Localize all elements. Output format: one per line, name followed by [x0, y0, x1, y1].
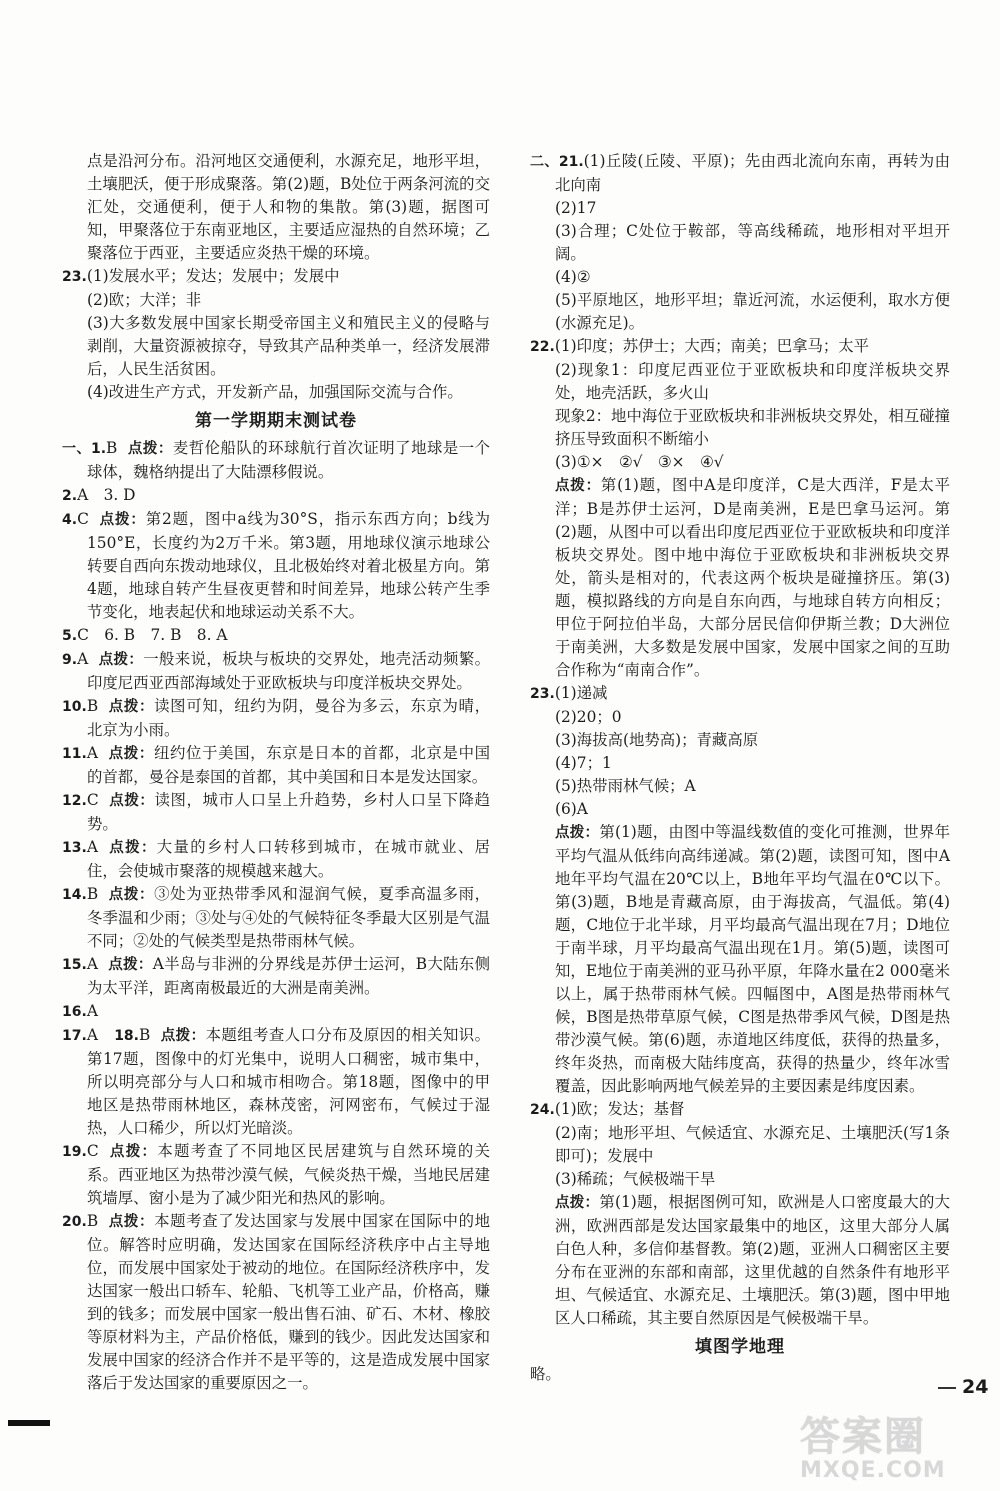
question-number: 2. [62, 488, 78, 504]
hint-text: 本题组考查人口分布及原因的相关知识。第17题，图像中的灯光集中，说明人口稠密，城市集中，所以明亮部分与人口和城市相吻合。第18题，图像中的甲地区是热带雨林地区，森林茂密，河网密布，气候过于湿热，人口稀少，所以灯光暗淡。 [87, 1026, 490, 1137]
left-column [62, 150, 490, 1395]
question-10 [62, 695, 490, 742]
answer-letter: C [77, 510, 89, 528]
question-15 [62, 953, 490, 1000]
page-number-value: 24 [962, 1376, 989, 1398]
answer-line: (2)现象1：印度尼西亚位于亚欧板块和印度洋板块交界处，地壳活跃，多火山 [555, 361, 950, 402]
question-23 [62, 265, 490, 404]
hint-label: 点拨： [108, 793, 155, 809]
watermark-url: MXQE.COM [800, 1458, 946, 1483]
hint-label: 点拨： [98, 512, 146, 528]
answer-line: (1)发展水平；发达；发展中；发展中 [86, 267, 340, 285]
answer-letter: A [86, 1002, 98, 1020]
hint-label: 点拨： [127, 441, 173, 457]
answer-line: (2)20；0 [555, 708, 622, 726]
answer-line: (2)欧；大洋；非 [87, 291, 202, 309]
hint-label: 点拨： [98, 652, 144, 668]
question-number: 15. [62, 957, 87, 973]
question-20 [62, 1210, 490, 1395]
section-title: 填图学地理 [695, 1337, 785, 1357]
question-5-8 [62, 624, 490, 648]
answer-letters: C 6. B 7. B 8. A [77, 626, 228, 644]
hint-text: 一般来说，板块与板块的交界处，地壳活动频繁。印度尼西亚西部海域处于亚欧板块与印度洋板块交界处。 [87, 650, 490, 692]
answer-letter: B [86, 697, 99, 715]
hint-label: 点拨： [160, 1028, 206, 1044]
answer-line: (5)热带雨林气候；A [555, 777, 696, 795]
answer-line: (1)丘陵(丘陵、平原)；先由西北流向东南，再转为由北向南 [555, 152, 950, 194]
question-13 [62, 836, 490, 883]
hint-label: 点拨： [555, 825, 600, 841]
answer-line: (3)①× ②√ ③× ④√ [555, 453, 724, 471]
hint-text: 第2题，图中a线为30°S，指示东西方向；b线为150°E，长度约为2万千米。第3题，用地球仪演示地球公转要自西向东拨动地球仪，且北极始终对着北极星方向。第4题，地球自转产生昼夜更替和时间差异，地球公转产生季节变化，地表起伏和地球运动关系不大。 [87, 510, 490, 621]
hint-text: 本题考查了发达国家与发展中国家在国际中的地位。解答时应明确，发达国家在国际经济秩序中占主导地位，而发展中国家处于被动的地位。在国际经济秩序中，发达国家一般出口轿车、轮船、飞机等工业产品，价格高，赚到的钱多；而发展中国家一般出售石油、矿石、木材、橡胶等原材料为主，产品价格低，赚到的钱少。因此发达国家和发展中国家的经济合作并不是平等的，这是造成发展中国家落后于发达国家的重要原因之一。 [87, 1212, 490, 1392]
question-number: 9. [62, 652, 78, 668]
question-22 [530, 335, 950, 682]
question-number: 14. [62, 887, 87, 903]
question-14 [62, 883, 490, 953]
question-24 [530, 1098, 950, 1330]
question-number: 12. [62, 793, 87, 809]
question-9 [62, 648, 490, 695]
answer-letter: C [86, 791, 99, 809]
answer-line: (1)欧；发达；基督 [554, 1100, 685, 1118]
hint-text: 第(1)题，根据图例可知，欧洲是人口密度最大的大洲，欧洲西部是发达国家最集中的地区，这里大部分人属白色人种，多信仰基督教。第(2)题，亚洲人口稠密区主要分布在亚洲的东部和南部，这里优越的自然条件有地形平坦、气候适宜、水源充足、土壤肥沃。第(3)题，图中甲地区人口稀疏，其主要自然原因是气候极端干旱。 [555, 1193, 950, 1327]
hint-label: 点拨： [555, 1195, 600, 1211]
bottom-bar-mark [8, 1420, 50, 1426]
section-title: 第一学期期末测试卷 [195, 411, 357, 431]
answer-letter: B [139, 1026, 151, 1044]
question-17-18 [62, 1024, 490, 1140]
question-2-3 [62, 484, 490, 508]
answer-letter: B [86, 885, 99, 903]
answer-line: (5)平原地区，地形平坦；靠近河流，水运便利，取水方便(水源充足)。 [555, 291, 950, 332]
hint-label: 点拨： [107, 840, 157, 856]
answer-line: (3)稀疏；气候极端干旱 [555, 1170, 716, 1188]
answer-letter: A [86, 955, 98, 973]
question-number: 16. [62, 1004, 87, 1020]
answer-line: (4)② [555, 268, 591, 286]
hint-text: ③处为亚热带季风和湿润气候，夏季高温多雨，冬季温和少雨；③处与④处的气候特征冬季最大区别是气温不同；②处的气候类型是热带雨林气候。 [87, 885, 490, 950]
right-column [530, 150, 950, 1386]
question-12 [62, 789, 490, 836]
watermark-text: 答案圈 [800, 1414, 926, 1460]
answer-line: 略。 [530, 1365, 561, 1383]
question-number: 22. [530, 339, 555, 355]
answer-line: (3)大多数发展中国家长期受帝国主义和殖民主义的侵略与剥削，大量资源被掠夺，导致其产品种类单一，经济发展滞后，人民生活贫困。 [87, 314, 490, 378]
hint-text: 大量的乡村人口转移到城市，在城市就业、居住，会使城市聚落的规模越来越大。 [87, 838, 490, 880]
hint-label: 点拨： [555, 478, 601, 494]
question-4 [62, 508, 490, 624]
hint-text: 读图，城市人口呈上升趋势，乡村人口呈下降趋势。 [87, 791, 490, 833]
hint-text: 麦哲伦船队的环球航行首次证明了地球是一个球体，魏格纳提出了大陆漂移假说。 [87, 439, 490, 481]
question-16 [62, 1000, 490, 1024]
answer-line: (1)递减 [554, 684, 608, 702]
answer-letter: A [86, 744, 98, 762]
question-21 [530, 150, 950, 335]
hint-label: 点拨： [108, 699, 155, 715]
question-number: 5. [62, 628, 78, 644]
answer-letter: A [86, 838, 98, 856]
question-number: 10. [62, 699, 87, 715]
hint-text: 读图可知，纽约为阴，曼谷为多云，东京为晴，北京为小雨。 [87, 697, 490, 739]
answer-letter: A [77, 650, 89, 668]
watermark [800, 1405, 990, 1485]
question-number: 一、1. [62, 441, 107, 457]
answer-line: (4)改进生产方式，开发新产品，加强国际交流与合作。 [87, 383, 463, 401]
answer-line: (6)A [555, 800, 588, 818]
question-19 [62, 1140, 490, 1210]
question-number: 18. [114, 1028, 139, 1044]
hint-text: 纽约位于美国，东京是日本的首都，北京是中国的首都，曼谷是泰国的首都，其中美国和日本是发达国家。 [87, 744, 490, 786]
question-number: 13. [62, 840, 87, 856]
answer-line: (3)合理；C处位于鞍部，等高线稀疏，地形相对平坦开阔。 [555, 222, 950, 263]
hint-label: 点拨： [108, 1144, 158, 1160]
question-number: 24. [530, 1102, 555, 1118]
answer-letter: B [106, 439, 118, 457]
answer-line: (3)海拔高(地势高)；青藏高原 [555, 731, 759, 749]
question-number: 23. [62, 269, 87, 285]
paragraph-continuation: 点是沿河分布。沿河地区交通便利，水源充足，地形平坦，土壤肥沃，便于形成聚落。第(2)题，B处位于两条河流的交汇处，交通便利，便于人和物的集散。第(3)题，据图可知，甲聚落位于东南亚地区，主要适应湿热的自然环境；乙聚落位于西亚，主要适应炎热干燥的环境。 [87, 152, 490, 262]
hint-label: 点拨： [108, 1214, 155, 1230]
answer-line: (2)17 [555, 199, 597, 217]
answer-letters: A 3. D [77, 486, 136, 504]
hint-label: 点拨： [107, 746, 154, 762]
question-1 [62, 437, 490, 484]
page-number-dash [938, 1387, 956, 1389]
answer-line: (4)7；1 [555, 754, 612, 772]
question-number: 4. [62, 512, 78, 528]
hint-text: 第(1)题，图中A是印度洋，C是大西洋，F是太平洋；B是苏伊士运河，D是南美洲，E是巴拿马运河。第(2)题，从图中可以看出印度尼西亚位于亚欧板块和印度洋板块交界处。图中地中海位于亚欧板块和非洲板块交界处，箭头是相对的，代表这两个板块是碰撞挤压。第(3)题，模拟路线的方向是自东向西，与地球自转方向相反；甲位于阿拉伯半岛，大部分居民信仰伊斯兰教；D大洲位于南美洲，大多数是发展中国家，发展中国家之间的互助合作称为“南南合作”。 [555, 476, 950, 679]
answer-letter: C [86, 1142, 99, 1160]
question-number: 23. [530, 686, 555, 702]
hint-text: 第(1)题，由图中等温线数值的变化可推测，世界年平均气温从低纬向高纬递减。第(2)题，读图可知，图中A地年平均气温在20℃以上，B地年平均气温在0℃以下。第(3)题，B地是青藏高原，由于海拔高，气温低。第(4)题，C地位于北半球，月平均最高气温出现在7月；D地位于南半球，月平均最高气温出现在1月。第(5)题，读图可知，E地位于南美洲的亚马孙平原，年降水量在2 000毫米以上，属于热带雨林气候。四幅图中，A图是热带雨林气候，B图是热带草原气候，C图是热带季风气候，D图是热带沙漠气候。第(6)题，赤道地区纬度低，获得的热量多，终年炎热，而南极大陆纬度高，获得的热量少，终年冰雪覆盖，因此影响两地气候差异的主要因素是纬度因素。 [555, 823, 950, 1095]
question-number: 20. [62, 1214, 87, 1230]
hint-text: 本题考查了不同地区民居建筑与自然环境的关系。西亚地区为热带沙漠气候，气候炎热干燥，当地民居建筑墙厚、窗小是为了减少阳光和热风的影响。 [87, 1142, 490, 1207]
question-number: 19. [62, 1144, 87, 1160]
hint-text: A半岛与非洲的分界线是苏伊士运河，B大陆东侧为太平洋，距离南极最近的大洲是南美洲。 [87, 955, 491, 997]
question-11 [62, 742, 490, 789]
question-number: 11. [62, 746, 87, 762]
question-number: 二、21. [530, 154, 584, 170]
question-23b [530, 682, 950, 1098]
hint-label: 点拨： [107, 957, 153, 973]
question-number: 17. [62, 1028, 87, 1044]
answer-line: (2)南；地形平坦、气候适宜、水源充足、土壤肥沃(写1条即可)；发展中 [555, 1124, 950, 1165]
hint-label: 点拨： [108, 887, 155, 903]
page-number [938, 1376, 998, 1398]
answer-line: (1)印度；苏伊士；大西；南美；巴拿马；太平 [554, 337, 870, 355]
answer-line: 现象2：地中海位于亚欧板块和非洲板块交界处，相互碰撞挤压导致面积不断缩小 [555, 407, 950, 448]
answer-letter: A [86, 1026, 115, 1044]
answer-letter: B [86, 1212, 99, 1230]
